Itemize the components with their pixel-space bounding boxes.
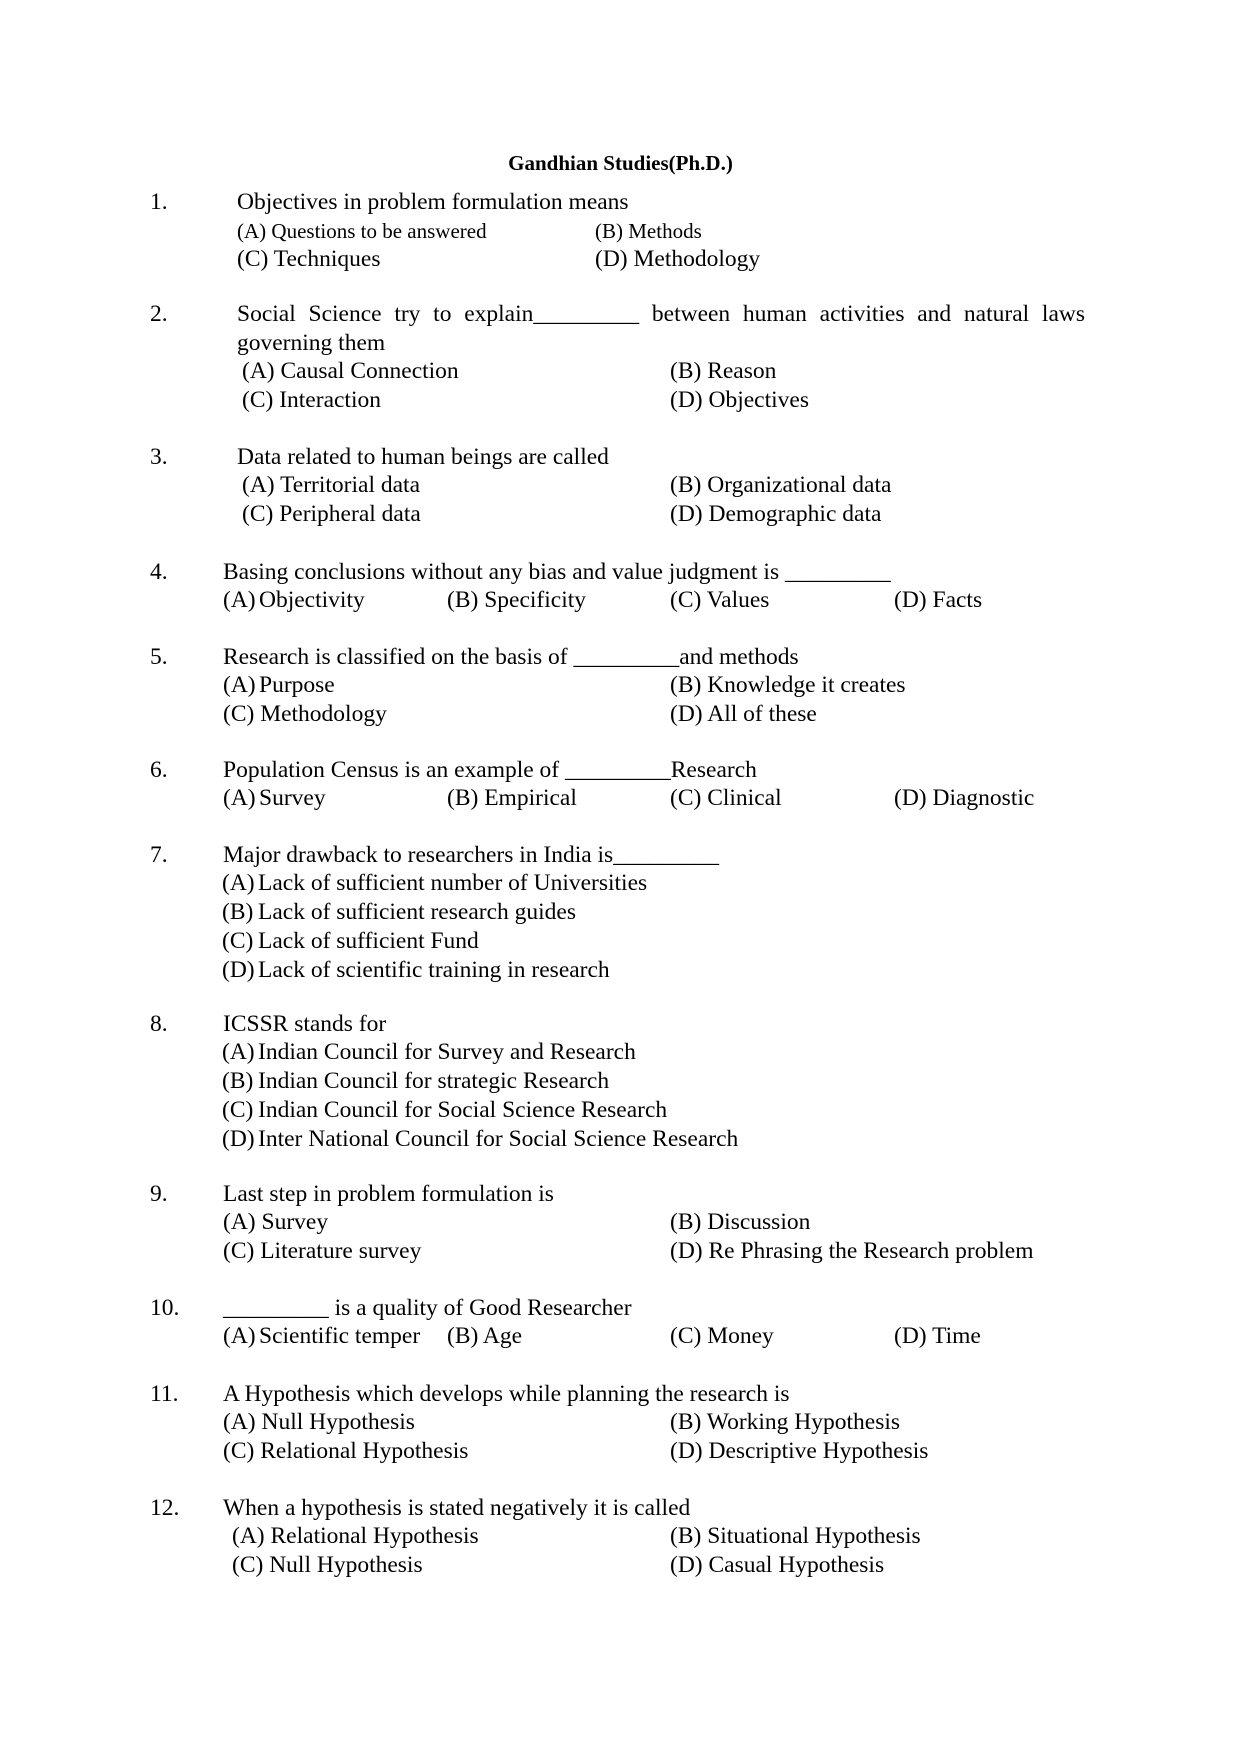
option-b (595, 217, 702, 246)
option-b (670, 357, 776, 386)
option-a (223, 1322, 420, 1351)
option-text: Knowledge it creates (707, 672, 906, 698)
option-label: (A) (223, 1409, 256, 1435)
option-label: (D) (670, 701, 703, 727)
option-text: Values (706, 587, 770, 613)
option-text: Reason (707, 358, 777, 384)
option-c (223, 1437, 468, 1466)
option-d (670, 1551, 884, 1580)
option-label: (A) (237, 219, 267, 243)
option-text: Descriptive Hypothesis (708, 1438, 929, 1464)
option-label: (D) (222, 1126, 255, 1152)
question-number: 6. (150, 757, 168, 783)
question-number: 8. (150, 1011, 168, 1037)
question-number: 12. (150, 1495, 180, 1521)
option-text: Situational Hypothesis (707, 1523, 921, 1549)
option-label: (C) (670, 1323, 702, 1349)
option-b (447, 1322, 522, 1351)
option-text: Survey (259, 785, 326, 811)
option-text: Time (932, 1323, 981, 1349)
question-number: 3. (150, 444, 168, 470)
option-label: (D) (222, 957, 255, 983)
option-b (222, 1067, 609, 1096)
option-text: Interaction (279, 387, 381, 413)
option-b (670, 1522, 921, 1551)
option-a (222, 869, 647, 898)
option-text: Organizational data (707, 472, 892, 498)
option-text: Indian Council for Social Science Research (258, 1097, 668, 1123)
option-b (670, 1208, 810, 1237)
option-label: (C) (242, 501, 274, 527)
option-text: Indian Council for Survey and Research (258, 1039, 636, 1065)
option-label: (A) (232, 1523, 265, 1549)
option-a (242, 471, 420, 500)
option-a (223, 586, 365, 615)
option-text: Demographic data (708, 501, 882, 527)
option-d (670, 700, 817, 729)
option-d (670, 386, 809, 415)
option-b (670, 1408, 900, 1437)
option-text: Null Hypothesis (269, 1552, 423, 1578)
option-a (223, 671, 335, 700)
option-label: (B) (670, 1409, 702, 1435)
option-label: (B) (670, 472, 702, 498)
option-label: (C) (223, 701, 255, 727)
option-text: Literature survey (260, 1238, 422, 1264)
question-text: Social Science try to explain_________ between human activities and natural laws governing them (237, 301, 1085, 356)
option-d (894, 784, 1034, 813)
option-c (222, 1096, 667, 1125)
option-d (222, 956, 610, 985)
question-text: Basing conclusions without any bias and value judgment is _________ (223, 559, 891, 585)
option-label: (B) (670, 358, 702, 384)
option-c (237, 245, 380, 274)
option-label: (A) (242, 358, 275, 384)
question-text: _________ is a quality of Good Researcher (223, 1295, 632, 1321)
option-label: (B) (447, 587, 479, 613)
option-b (447, 586, 586, 615)
option-d (894, 1322, 981, 1351)
option-text: Relational Hypothesis (260, 1438, 469, 1464)
question-number: 1. (150, 189, 168, 215)
option-label: (D) (894, 1323, 927, 1349)
option-text: Lack of sufficient number of Universities (258, 870, 648, 896)
option-label: (C) (670, 785, 702, 811)
option-label: (D) (894, 587, 927, 613)
option-c (223, 700, 387, 729)
question-number: 7. (150, 842, 168, 868)
option-a (232, 1522, 479, 1551)
option-d (894, 586, 982, 615)
question-text: Major drawback to researchers in India is_________ (223, 842, 719, 868)
option-label: (B) (670, 672, 702, 698)
option-label: (C) (223, 1438, 255, 1464)
option-text: Null Hypothesis (261, 1409, 415, 1435)
option-text: Diagnostic (932, 785, 1035, 811)
option-text: Survey (261, 1209, 329, 1235)
question-number: 2. (150, 301, 168, 327)
question-text: Last step in problem formulation is (223, 1181, 554, 1207)
option-text: Objectives (708, 387, 809, 413)
option-text: Casual Hypothesis (708, 1552, 885, 1578)
option-label: (C) (222, 1097, 254, 1123)
question-text: A Hypothesis which develops while planning the research is (223, 1381, 790, 1407)
option-label: (A) (223, 785, 256, 811)
option-d (595, 245, 760, 274)
option-text: Objectivity (259, 587, 365, 613)
question-number: 9. (150, 1181, 168, 1207)
option-label: (A) (223, 587, 256, 613)
option-c (670, 1322, 774, 1351)
question-number: 10. (150, 1295, 180, 1321)
option-label: (C) (222, 928, 254, 954)
option-label: (C) (232, 1552, 264, 1578)
option-a (222, 1038, 636, 1067)
option-b (222, 898, 576, 927)
option-text: Methods (628, 219, 702, 243)
option-text: Methodology (633, 246, 761, 272)
option-label: (A) (223, 672, 256, 698)
option-label: (A) (223, 1323, 256, 1349)
option-d (670, 500, 881, 529)
option-text: Relational Hypothesis (270, 1523, 479, 1549)
option-label: (B) (595, 219, 623, 243)
option-label: (D) (670, 501, 703, 527)
option-b (670, 471, 891, 500)
option-label: (A) (242, 472, 275, 498)
option-b (670, 671, 906, 700)
question-number: 11. (150, 1381, 179, 1407)
option-text: Facts (932, 587, 983, 613)
option-label: (C) (670, 587, 702, 613)
option-d (670, 1437, 928, 1466)
option-label: (A) (222, 870, 255, 896)
option-text: Purpose (259, 672, 335, 698)
option-label: (A) (223, 1209, 256, 1235)
option-text: Money (707, 1323, 774, 1349)
option-text: Methodology (260, 701, 387, 727)
option-text: Re Phrasing the Research problem (708, 1238, 1034, 1264)
option-c (232, 1551, 423, 1580)
option-text: All of these (707, 701, 817, 727)
option-c (222, 927, 479, 956)
option-label: (C) (223, 1238, 255, 1264)
option-a (223, 1408, 415, 1437)
option-label: (D) (670, 1238, 703, 1264)
option-c (242, 500, 421, 529)
option-label: (D) (670, 1552, 703, 1578)
option-label: (D) (670, 1438, 703, 1464)
option-label: (B) (222, 899, 254, 925)
option-d (670, 1237, 1034, 1266)
option-b (447, 784, 577, 813)
option-text: Specificity (484, 587, 587, 613)
question-text: Population Census is an example of _________Research (223, 757, 757, 783)
question-text: ICSSR stands for (223, 1011, 387, 1037)
option-text: Age (482, 1323, 523, 1349)
option-text: Lack of scientific training in research (258, 957, 610, 983)
option-c (223, 1237, 421, 1266)
option-text: Working Hypothesis (706, 1409, 901, 1435)
option-c (670, 784, 782, 813)
option-label: (B) (670, 1209, 702, 1235)
question-number: 4. (150, 559, 168, 585)
option-text: Empirical (484, 785, 577, 811)
option-a (223, 1208, 328, 1237)
option-text: Questions to be answered (271, 219, 487, 243)
question-text: Research is classified on the basis of _________and methods (223, 644, 799, 670)
option-a (237, 217, 487, 246)
option-text: Lack of sufficient research guides (258, 899, 576, 925)
option-label: (C) (242, 387, 274, 413)
option-label: (D) (595, 246, 628, 272)
option-text: Clinical (707, 785, 782, 811)
option-c (670, 586, 769, 615)
page-title: Gandhian Studies(Ph.D.) (508, 151, 733, 175)
option-d (222, 1125, 738, 1154)
option-label: (B) (222, 1068, 254, 1094)
question-text: Objectives in problem formulation means (237, 189, 629, 215)
option-text: Causal Connection (280, 358, 459, 384)
option-label: (D) (894, 785, 927, 811)
option-text: Inter National Council for Social Science Research (258, 1126, 739, 1152)
option-text: Indian Council for strategic Research (258, 1068, 610, 1094)
option-text: Territorial data (280, 472, 421, 498)
question-text: When a hypothesis is stated negatively it is called (223, 1495, 691, 1521)
option-text: Techniques (273, 246, 381, 272)
option-label: (B) (670, 1523, 702, 1549)
option-label: (A) (222, 1039, 255, 1065)
option-a (223, 784, 326, 813)
question-number: 5. (150, 644, 168, 670)
option-label: (B) (447, 785, 479, 811)
option-text: Peripheral data (279, 501, 421, 527)
option-label: (B) (447, 1323, 479, 1349)
question-text: Data related to human beings are called (237, 444, 609, 470)
option-c (242, 386, 381, 415)
option-a (242, 357, 459, 386)
option-label: (C) (237, 246, 269, 272)
option-text: Discussion (707, 1209, 811, 1235)
option-text: Lack of sufficient Fund (258, 928, 479, 954)
option-label: (D) (670, 387, 703, 413)
option-text: Scientific temper (259, 1323, 421, 1349)
